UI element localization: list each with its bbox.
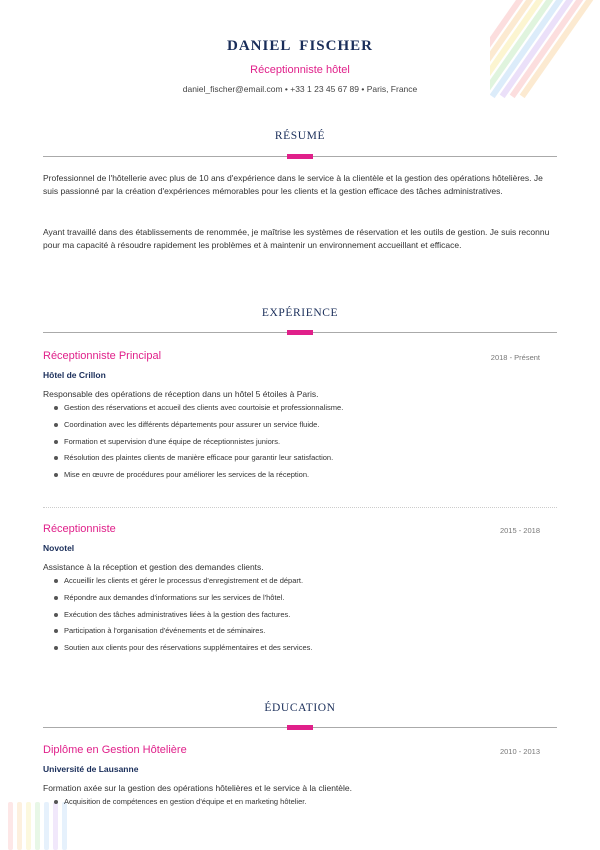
list-item: Gestion des réservations et accueil des clients avec courtoisie et professionnalisme. (43, 403, 343, 420)
list-item: Répondre aux demandes d'informations sur les services de l'hôtel. (43, 593, 312, 610)
list-item: Accueillir les clients et gérer le processus d'enregistrement et de départ. (43, 576, 312, 593)
list-item: Formation et supervision d'une équipe de réceptionnistes juniors. (43, 437, 343, 454)
job-bullets (43, 403, 343, 487)
list-item: Acquisition de compétences en gestion d'équipe et en marketing hôtelier. (43, 797, 306, 814)
list-item: Soutien aux clients pour des réservations supplémentaires et des services. (43, 643, 312, 660)
school-name: Université de Lausanne (43, 764, 139, 774)
degree-title: Diplôme en Gestion Hôtelière (43, 744, 187, 756)
list-item: Résolution des plaintes clients de manière efficace pour garantir leur satisfaction. (43, 453, 343, 470)
education-dates: 2010 - 2013 (499, 747, 540, 756)
section-divider-accent (287, 330, 313, 335)
list-item: Exécution des tâches administratives liées à la gestion des factures. (43, 610, 312, 627)
summary-paragraph-2: Ayant travaillé dans des établissements de renommée, je maîtrise les systèmes de réservation et les outils de gestion. Je suis reconnu pour ma capacité à résoudre rapidement les problèmes et à maintenir un environnement accueillant et efficace. (43, 227, 550, 250)
job-title: Réceptionniste Principal (43, 350, 162, 362)
contact-line: daniel_fischer@email.com • +33 1 23 45 67 89 • Paris, France (182, 84, 418, 94)
list-item: Mise en œuvre de procédures pour améliorer les services de la réception. (43, 470, 343, 487)
section-divider-accent (287, 725, 313, 730)
section-title-experience: EXPÉRIENCE (261, 307, 339, 319)
company-name: Novotel (43, 543, 75, 553)
job-separator (43, 507, 557, 508)
education-bullets (43, 797, 306, 814)
list-item: Participation à l'organisation d'événements et de séminaires. (43, 626, 312, 643)
summary-paragraph-1: Professionnel de l'hôtellerie avec plus de 10 ans d'expérience dans le service à la clientèle et la gestion des opérations hôtelières. Je suis passionné par la création d'expériences mémorables pour les clients et la gestion efficace des tâches administratives. (43, 173, 543, 196)
section-title-education: ÉDUCATION (264, 702, 336, 714)
candidate-name: DANIEL FISCHER (227, 38, 373, 54)
job-title: Réceptionniste (43, 523, 116, 535)
company-name: Hôtel de Crillon (43, 370, 106, 380)
job-bullets (43, 576, 312, 660)
job-description: Responsable des opérations de réception dans un hôtel 5 étoiles à Paris. (43, 389, 319, 399)
job-dates: 2018 - Présent (490, 353, 540, 362)
section-title-summary: RÉSUMÉ (274, 130, 326, 142)
job-dates: 2015 - 2018 (499, 526, 540, 535)
education-description: Formation axée sur la gestion des opérations hôtelières et le service à la clientèle. (43, 783, 353, 793)
candidate-role: Réceptionniste hôtel (250, 64, 350, 76)
list-item: Coordination avec les différents départements pour assurer un service fluide. (43, 420, 343, 437)
section-divider-accent (287, 154, 313, 159)
job-description: Assistance à la réception et gestion des demandes clients. (43, 562, 264, 572)
